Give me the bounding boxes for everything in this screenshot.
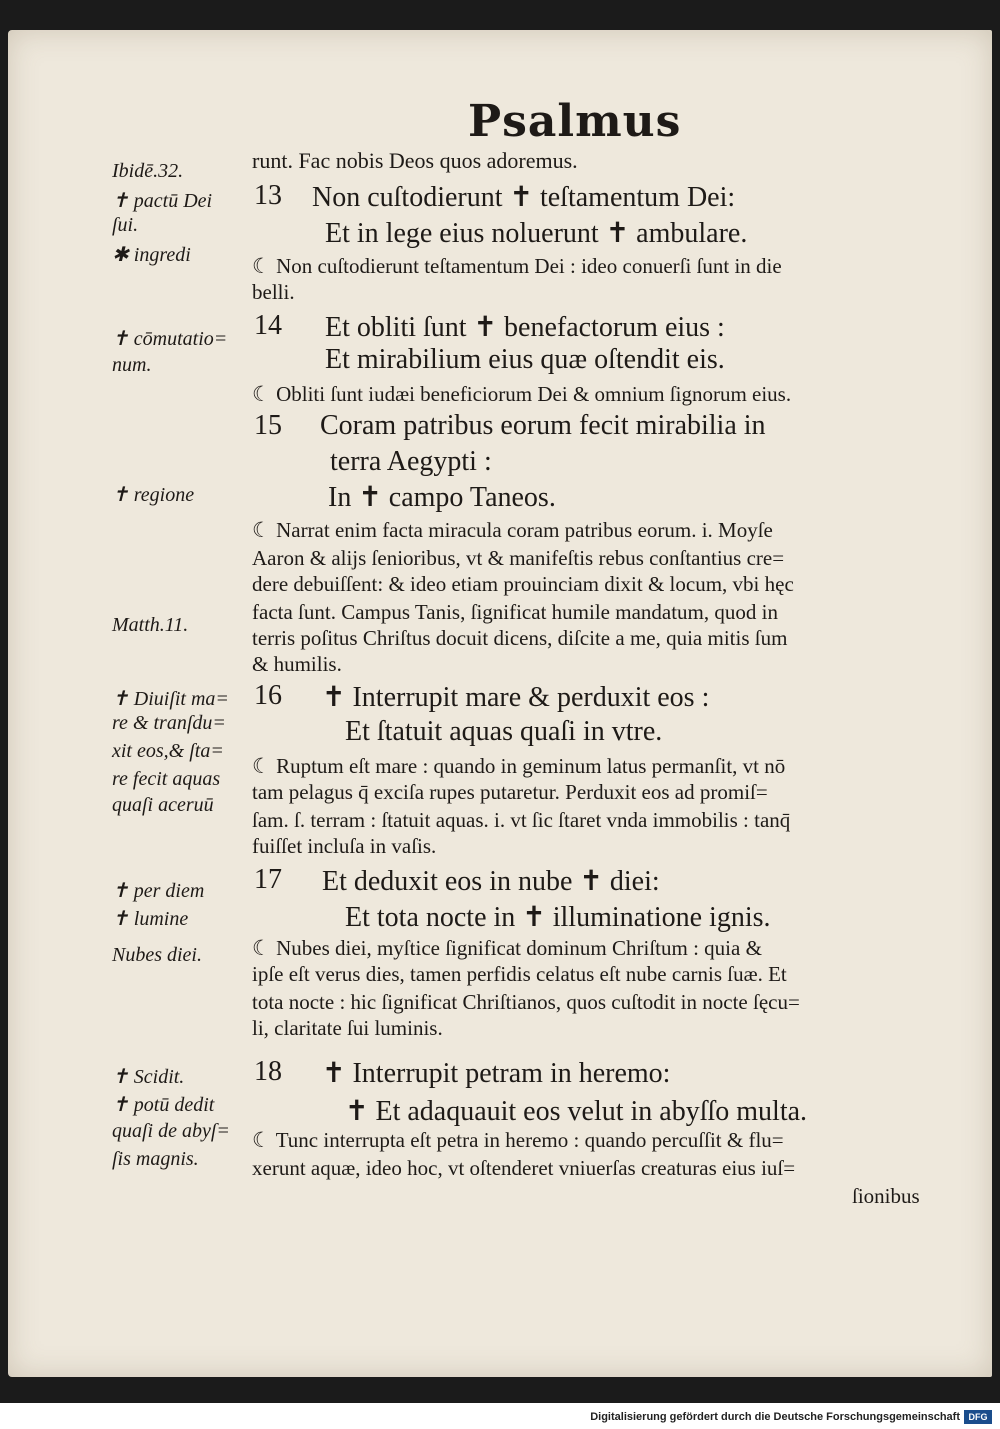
commentary-line: li, claritate ſui luminis. bbox=[252, 1016, 443, 1040]
verse-line: Et obliti ſunt ✝ benefactorum eius : bbox=[325, 312, 725, 343]
page-header-title: Psalmus bbox=[468, 96, 682, 147]
margin-note: quaſi de abyſ= bbox=[112, 1120, 230, 1142]
verse-number: 18 bbox=[254, 1056, 282, 1087]
commentary-line: ☾ Nubes diei, myſtice ſignificat dominum Chriſtum : quia & bbox=[252, 936, 762, 960]
verse-line: ✝ Interrupit mare & perduxit eos : bbox=[322, 682, 710, 713]
commentary-line: ☾ Obliti ſunt iudæi beneficiorum Dei & omnium ſignorum eius. bbox=[252, 382, 792, 406]
dfg-logo-icon: DFG bbox=[964, 1410, 992, 1424]
verse-line: ✝ Et adaquauit eos velut in abyſſo multa. bbox=[345, 1096, 808, 1127]
margin-note: xit eos,& ſta= bbox=[112, 740, 224, 762]
margin-note: ſui. bbox=[112, 214, 139, 236]
commentary-line: tam pelagus q̄ exciſa rupes putaretur. Perduxit eos ad promiſ= bbox=[252, 780, 768, 804]
verse-line: In ✝ campo Taneos. bbox=[328, 482, 556, 513]
verse-number: 16 bbox=[254, 680, 282, 711]
verse-line: Et tota nocte in ✝ illuminatione ignis. bbox=[345, 902, 771, 933]
commentary-line: ☾ Non cuſtodierunt teſtamentum Dei : ideo conuerſi ſunt in die bbox=[252, 254, 782, 278]
margin-note: ✝ cōmutatio= bbox=[112, 328, 228, 350]
commentary-line: facta ſunt. Campus Tanis, ſignificat humile mandatum, quod in bbox=[252, 600, 778, 624]
commentary-line: ſam. ſ. terram : ſtatuit aquas. i. vt ſic ſtaret vnda immobilis : tanq̄ bbox=[252, 808, 791, 832]
margin-note: re & tranſdu= bbox=[112, 712, 226, 734]
verse-number: 17 bbox=[254, 864, 282, 895]
margin-note: re fecit aquas bbox=[112, 768, 221, 790]
commentary-line: ☾ Narrat enim facta miracula coram patribus eorum. i. Moyſe bbox=[252, 518, 773, 542]
commentary-line: terris poſitus Chriſtus docuit dicens, diſcite a me, quia mitis ſum bbox=[252, 626, 788, 650]
verse-line: Et in lege eius noluerunt ✝ ambulare. bbox=[325, 218, 748, 249]
margin-note: Ibidē.32. bbox=[112, 160, 184, 182]
verse-number: 14 bbox=[254, 310, 282, 341]
margin-note: ✱ ingredi bbox=[112, 244, 191, 266]
margin-note: ſis magnis. bbox=[112, 1148, 199, 1170]
commentary-line: & humilis. bbox=[252, 652, 342, 676]
verse-line: Et mirabilium eius quæ oſtendit eis. bbox=[325, 344, 725, 375]
commentary-line: xerunt aquæ, ideo hoc, vt oſtenderet vniuerſas creaturas eius iuſ= bbox=[252, 1156, 796, 1180]
margin-note: Nubes diei. bbox=[112, 944, 202, 966]
commentary-line: fuiſſet incluſa in vaſis. bbox=[252, 834, 437, 858]
verse-line: terra Aegypti : bbox=[330, 446, 492, 477]
verse-line: Non cuſtodierunt ✝ teſtamentum Dei: bbox=[312, 182, 736, 213]
commentary-line: Aaron & alijs ſenioribus, vt & manifeſtis rebus conſtantius cre= bbox=[252, 546, 785, 570]
commentary-line: ipſe eſt verus dies, tamen perfidis celatus eſt nube carnis ſuæ. Et bbox=[252, 962, 787, 986]
verse-number: 15 bbox=[254, 410, 282, 441]
commentary-line: dere debuiſſent: & ideo etiam prouinciam dixit & locum, vbi hęc bbox=[252, 572, 794, 596]
commentary-line: tota nocte : hic ſignificat Chriſtianos, quos cuſtodit in nocte ſęcu= bbox=[252, 990, 800, 1014]
margin-note: ✝ Diuiſit ma= bbox=[112, 688, 229, 710]
verse-number: 13 bbox=[254, 180, 282, 211]
commentary-line: ☾ Ruptum eſt mare : quando in geminum latus permanſit, vt nō bbox=[252, 754, 786, 778]
verse-line: ✝ Interrupit petram in heremo: bbox=[322, 1058, 671, 1089]
margin-note: ✝ lumine bbox=[112, 908, 189, 930]
catchword: ſionibus bbox=[852, 1184, 920, 1208]
margin-note: num. bbox=[112, 354, 152, 376]
commentary-line: belli. bbox=[252, 280, 295, 304]
margin-note: Matth.11. bbox=[112, 614, 189, 636]
margin-note: ✝ Scidit. bbox=[112, 1066, 185, 1088]
verse-line: Et deduxit eos in nube ✝ diei: bbox=[322, 866, 660, 897]
digitization-credit: Digitalisierung gefördert durch die Deutsche Forschungsgemeinschaft bbox=[590, 1411, 960, 1423]
margin-note: quaſi aceruū bbox=[112, 794, 214, 816]
margin-note: ✝ potū dedit bbox=[112, 1094, 215, 1116]
margin-note: ✝ regione bbox=[112, 484, 195, 506]
verse-line: Coram patribus eorum fecit mirabilia in bbox=[320, 410, 766, 441]
text-line: runt. Fac nobis Deos quos adoremus. bbox=[252, 148, 578, 173]
margin-note: ✝ per diem bbox=[112, 880, 205, 902]
commentary-line: ☾ Tunc interrupta eſt petra in heremo : quando percuſſit & flu= bbox=[252, 1128, 784, 1152]
verse-line: Et ſtatuit aquas quaſi in vtre. bbox=[345, 716, 663, 747]
margin-note: ✝ pactū Dei bbox=[112, 190, 213, 212]
